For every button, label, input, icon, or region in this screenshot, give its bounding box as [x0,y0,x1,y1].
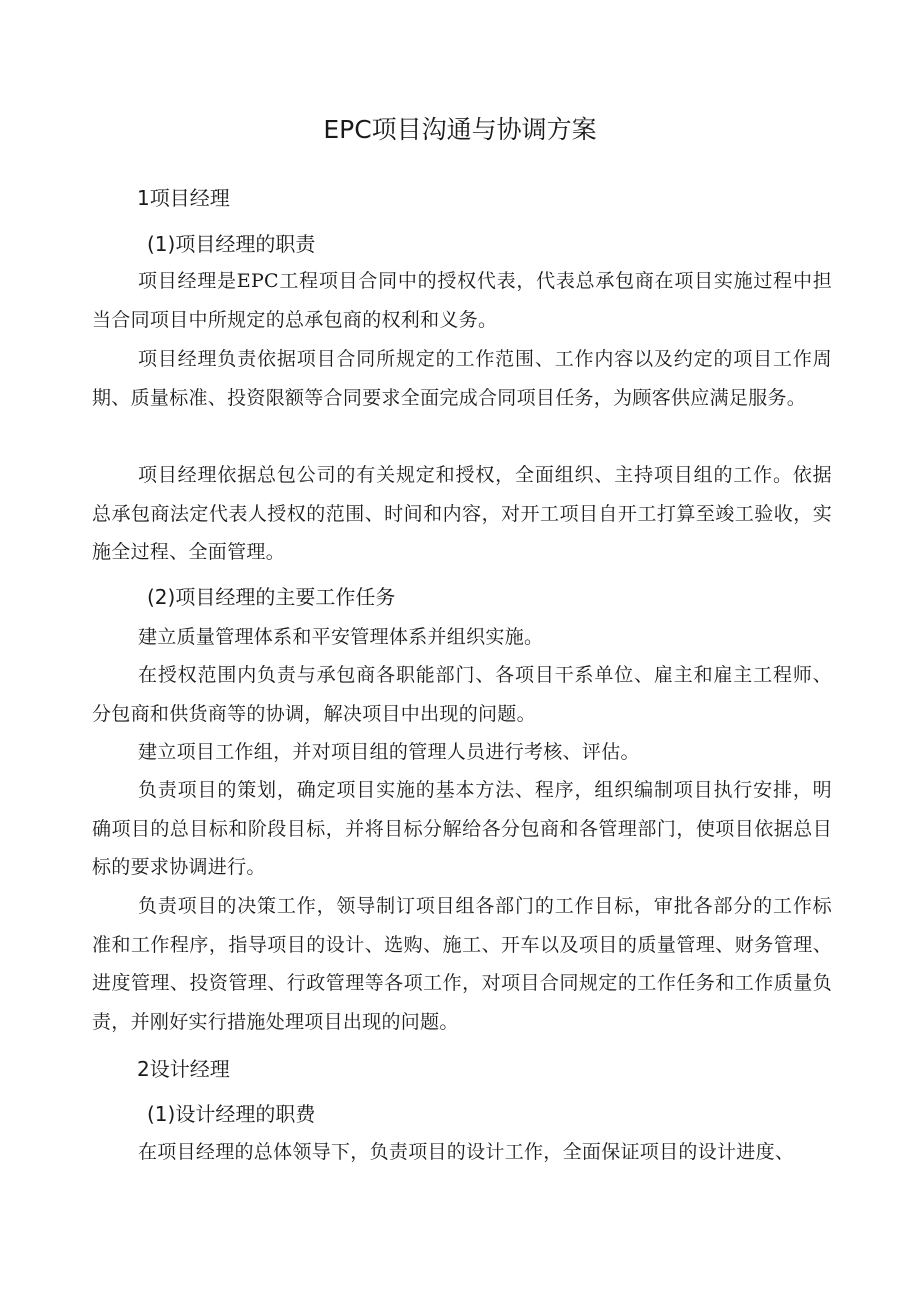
paragraph: 负责项目的策划，确定项目实施的基本方法、程序，组织编制项目执行安排，明确项目的总目标和阶段目标，并将目标分解给各分包商和各管理部门，使项目依据总目标的要求协调进行。 [92,779,832,878]
subsection-heading: (2)项目经理的主要工作任务 [147,585,396,609]
section-heading: 2设计经理 [137,1057,230,1081]
document-title: EPC项目沟通与协调方案 [323,115,597,144]
section-heading: 1项目经理 [137,186,230,210]
paragraph: 项目经理是EPC工程项目合同中的授权代表，代表总承包商在项目实施过程中担当合同项目中所规定的总承包商的权利和义务。 [92,270,832,331]
paragraph: 建立质量管理体系和平安管理体系并组织实施。 [138,626,544,648]
paragraph: 在授权范围内负责与承包商各职能部门、各项目干系单位、雇主和雇主工程师、分包商和供货商等的协调，解决项目中出现的问题。 [92,664,832,725]
paragraph: 项目经理依据总包公司的有关规定和授权，全面组织、主持项目组的工作。依据总承包商法定代表人授权的范围、时间和内容，对开工项目自开工打算至竣工验收，实施全过程、全面管理。 [92,464,832,563]
paragraph: 建立项目工作组，并对项目组的管理人员进行考核、评估。 [138,741,640,763]
paragraph: 在项目经理的总体领导下，负责项目的设计工作，全面保证项目的设计进度、 [138,1141,795,1163]
subsection-heading: (1)项目经理的职责 [147,232,316,256]
paragraph: 项目经理负责依据项目合同所规定的工作范围、工作内容以及约定的项目工作周期、质量标准、投资限额等合同要求全面完成合同项目任务，为顾客供应满足服务。 [92,348,832,409]
subsection-heading: (1)设计经理的职费 [147,1102,316,1126]
paragraph: 负责项目的决策工作，领导制订项目组各部门的工作目标，审批各部分的工作标准和工作程序，指导项目的设计、选购、施工、开车以及项目的质量管理、财务管理、进度管理、投资管理、行政管理等各项工作，对项目合同规定的工作任务和工作质量负责，并刚好实行措施处理项目出现的问题。 [92,895,832,1033]
